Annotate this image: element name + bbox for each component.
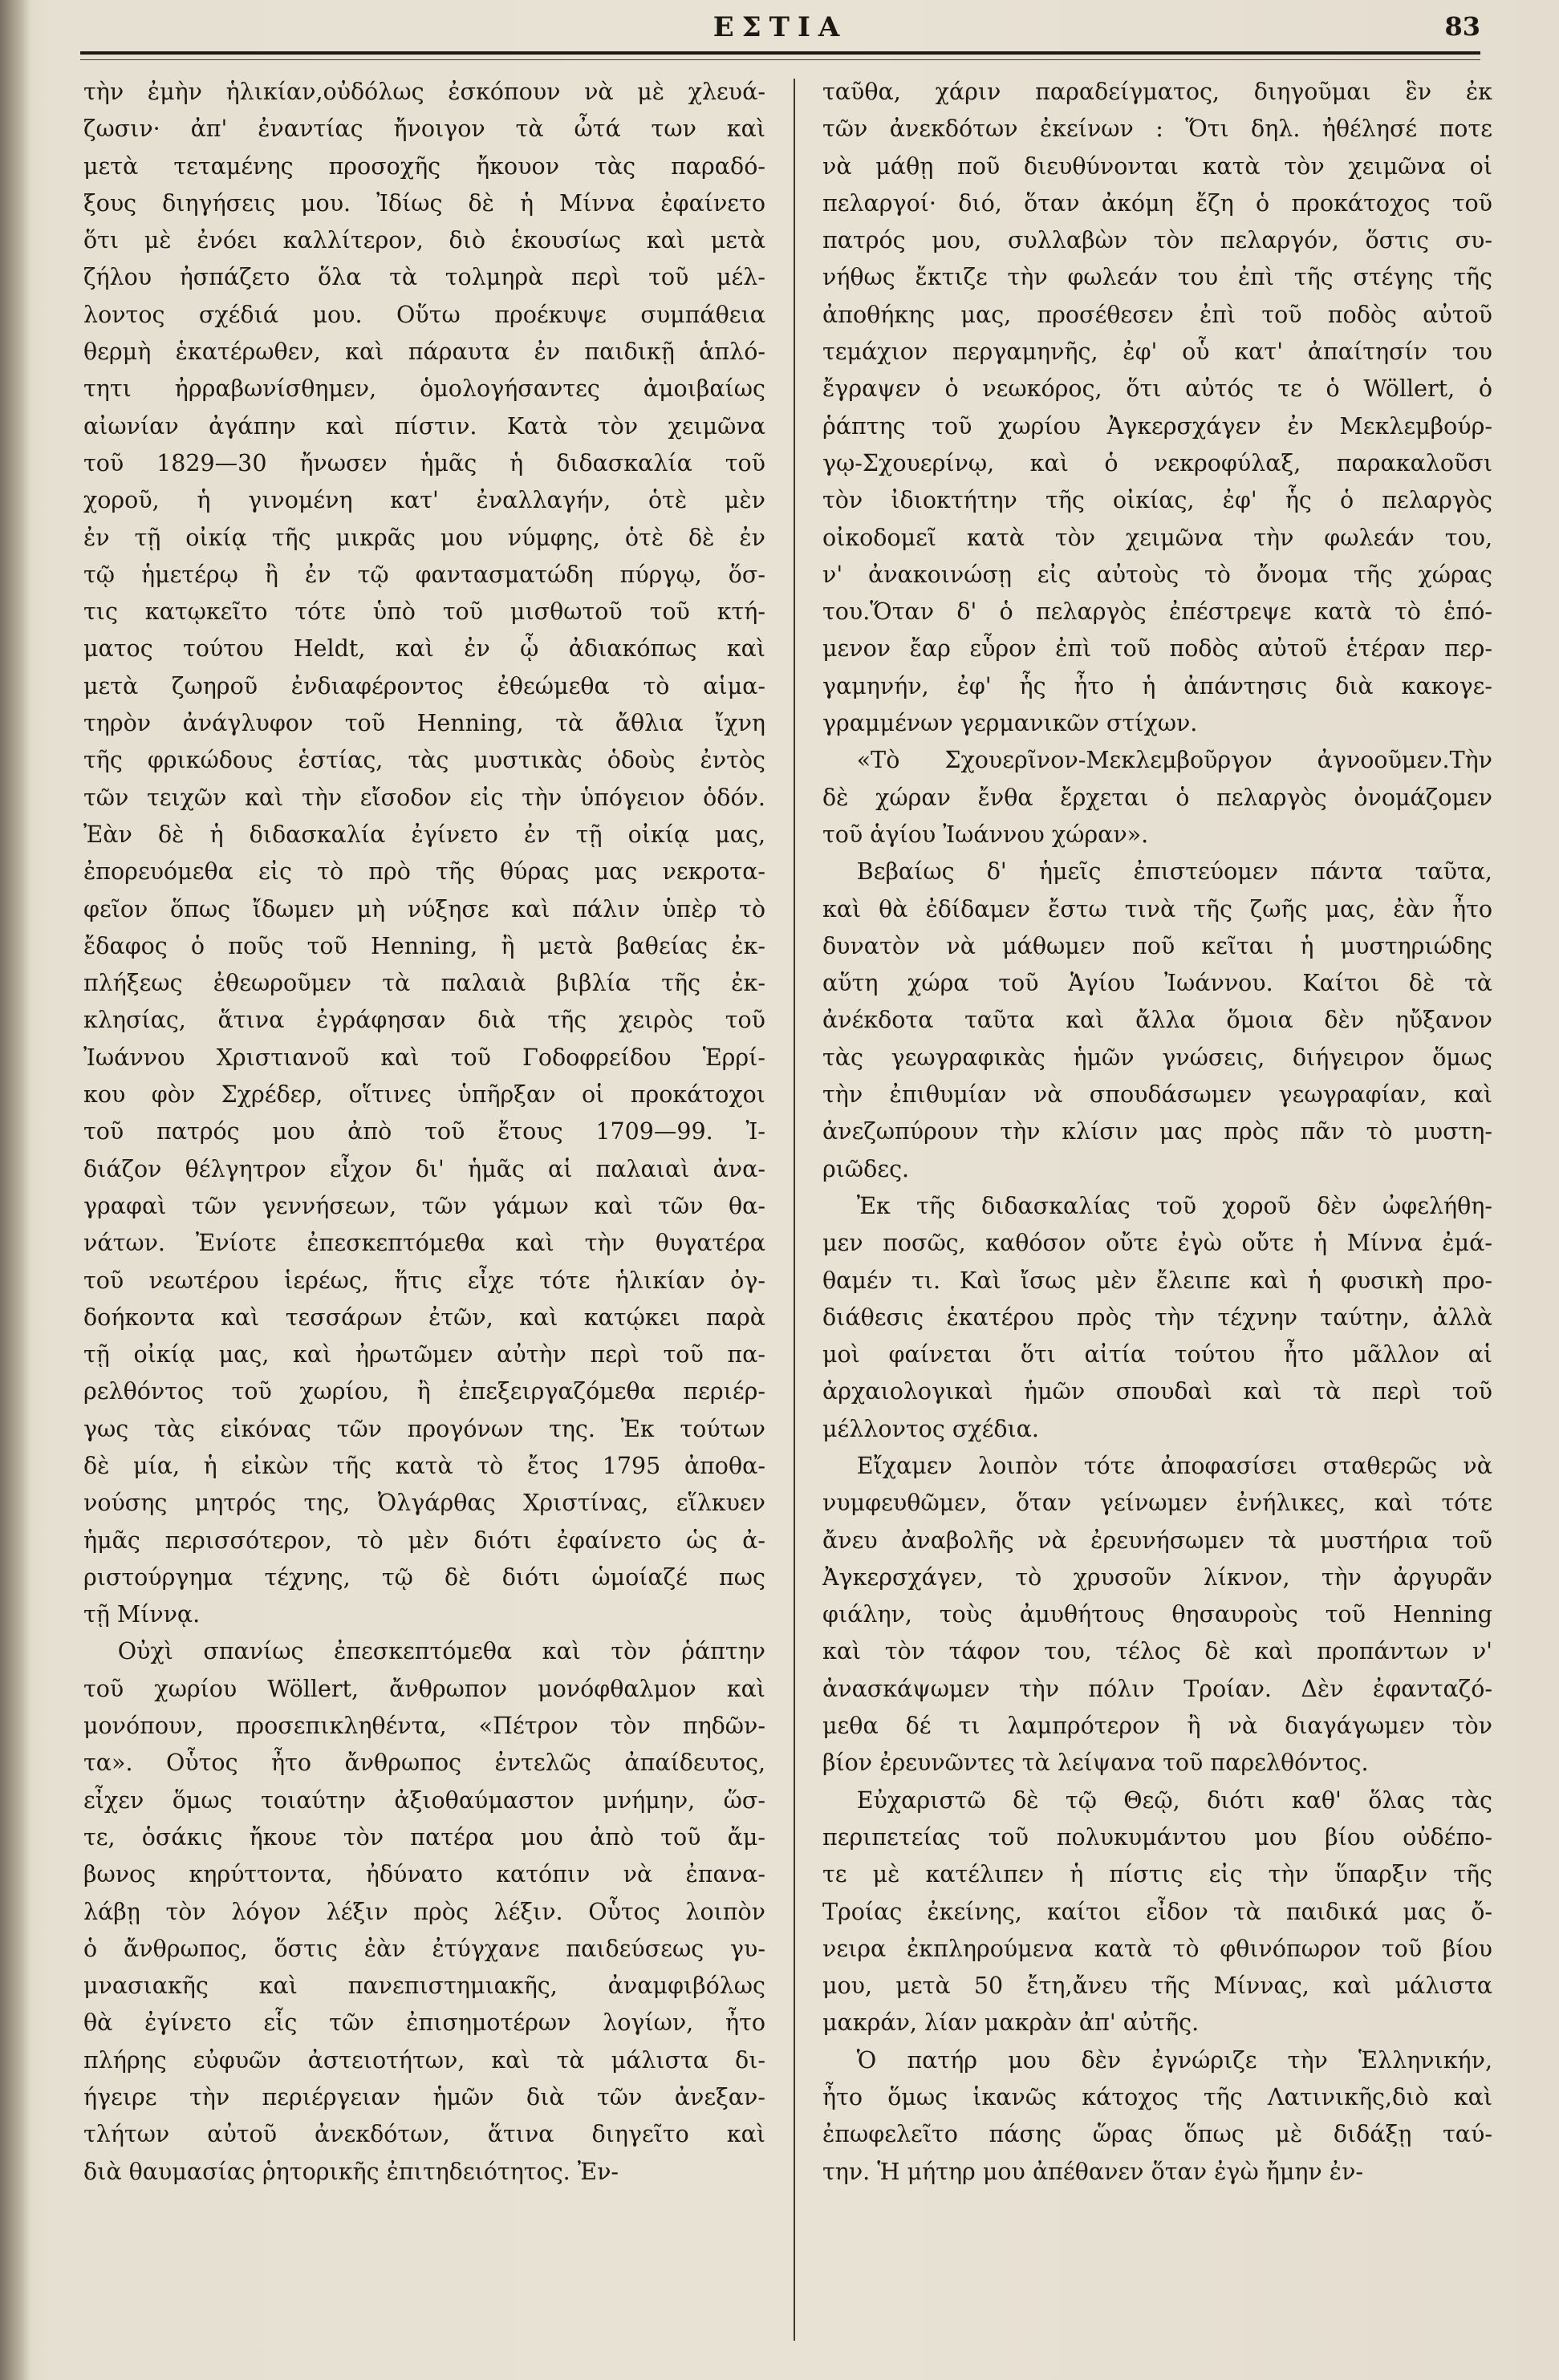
text-line: γως τὰς εἰκόνας τῶν προγόνων της. Ἐκ τούτων (83, 1415, 765, 1442)
text-line: ἦτο ὅμως ἱκανῶς κάτοχος τῆς Λατινικῆς,διὸ καὶ (822, 2084, 1492, 2111)
text-line: τοῦ 1829—30 ἤνωσεν ἡμᾶς ἡ διδασκαλία τοῦ (83, 449, 765, 476)
text-line: τὴν ἐπιθυμίαν νὰ σπουδάσωμεν γεωγραφίαν, καὶ (822, 1081, 1492, 1109)
text-line: εἶχεν ὅμως τοιαύτην ἀξιοθαύμαστον μνήμην, ὥσ- (83, 1786, 765, 1814)
text-line: τὸν ἰδιοκτήτην τῆς οἰκίας, ἐφ' ἧς ὁ πελαργὸς (822, 487, 1492, 514)
text-line: τῷ ἡμετέρῳ ἢ ἐν τῷ φαντασματώδη πύργῳ, ὅσ- (83, 561, 765, 588)
text-line: νειρα ἐκπληρούμενα κατὰ τὸ φθινόπωρον τοῦ βίου (822, 1935, 1492, 1962)
text-line: κου φὸν Σχρέδερ, οἵτινες ὑπῆρξαν οἱ προκάτοχοι (83, 1081, 765, 1109)
left-column (83, 74, 765, 2191)
text-line: νάτων. Ἐνίοτε ἐπεσκεπτόμεθα καὶ τὴν θυγατέρα (83, 1230, 765, 1257)
text-line: λάβῃ τὸν λόγον λέξιν πρὸς λέξιν. Οὗτος λοιπὸν (83, 1898, 765, 1925)
text-line: ν' ἀνακοινώσῃ εἰς αὐτοὺς τὸ ὄνομα τῆς χώρας (822, 561, 1492, 588)
text-line: δυνατὸν νὰ μάθωμεν ποῦ κεῖται ἡ μυστηριώδης (822, 932, 1492, 959)
text-line: διάθεσις ἑκατέρου πρὸς τὴν τέχνην ταύτην, ἀλλὰ (822, 1304, 1492, 1331)
text-line: νυμφευθῶμεν, ὅταν γείνωμεν ἐνήλικες, καὶ τότε (822, 1490, 1492, 1517)
column-divider (794, 79, 795, 2341)
text-line: περιπετείας τοῦ πολυκυμάντου μου βίου οὐδέπο- (822, 1823, 1492, 1851)
text-line: ρελθόντος τοῦ χωρίου, ἢ ἐπεξειργαζόμεθα περιέρ- (83, 1378, 765, 1405)
text-line: μενον ἔαρ εὗρον ἐπὶ τοῦ ποδὸς αὐτοῦ ἑτέραν περ- (822, 635, 1492, 663)
text-line: τλήτων αὐτοῦ ἀνεκδότων, ἅτινα διηγεῖτο καὶ (83, 2121, 765, 2148)
text-line: Ἰωάννου Χριστιανοῦ καὶ τοῦ Γοδοφρείδου Ἑρρί- (83, 1044, 765, 1071)
text-line: μοὶ φαίνεται ὅτι αἰτία τούτου ἦτο μᾶλλον αἱ (822, 1341, 1492, 1368)
text-line: μετὰ ζωηροῦ ἐνδιαφέροντος ἐθεώμεθα τὸ αἱμα- (83, 672, 765, 699)
text-line: θὰ ἐγίνετο εἷς τῶν ἐπισημοτέρων λογίων, ἦτο (83, 2009, 765, 2037)
text-line: ταῦθα, χάριν παραδείγματος, διηγοῦμαι ἓν ἐκ (822, 79, 1492, 105)
text-line: ἡμᾶς περισσότερον, τὸ μὲν διότι ἐφαίνετο ὡς ἀ- (83, 1527, 765, 1554)
text-line: λοντος σχέδιά μου. Οὕτω προέκυψε συμπάθεια (83, 301, 765, 328)
text-line: φιάλην, τοὺς ἀμυθήτους θησαυροὺς τοῦ Henning (822, 1601, 1492, 1628)
text-line: τῶν τειχῶν καὶ τὴν εἴσοδον εἰς τὴν ὑπόγειον ὁδόν. (83, 784, 765, 811)
text-line: ζωσιν· ἀπ' ἐναντίας ἤνοιγον τὰ ὦτά των καὶ (83, 116, 765, 143)
text-line: καὶ θὰ ἐδίδαμεν ἔστω τινὰ τῆς ζωῆς μας, ἐὰν ἦτο (822, 895, 1492, 922)
text-line: την. Ἡ μήτηρ μου ἀπέθανεν ὅταν ἐγὼ ἤμην ἐν- (822, 2158, 1364, 2185)
text-line: ἀποθήκης μας, προσέθεσεν ἐπὶ τοῦ ποδὸς αὐτοῦ (822, 301, 1492, 328)
text-line: μεθα δέ τι λαμπρότερον ἢ νὰ διαγάγωμεν τὸν (822, 1713, 1492, 1740)
text-line: πλήρης εὐφυῶν ἀστειοτήτων, καὶ τὰ μάλιστα δι- (83, 2046, 765, 2074)
text-line: τοῦ ἁγίου Ἰωάννου χώραν». (822, 821, 1149, 848)
text-line: πλήξεως ἐθεωροῦμεν τὰ παλαιὰ βιβλία τῆς ἐκ- (83, 970, 765, 997)
text-line: τὰς γεωγραφικὰς ἡμῶν γνώσεις, διήγειρον ὅμως (822, 1044, 1492, 1071)
text-line: καὶ τὸν τάφον του, τέλος δὲ καὶ προπάντων ν' (822, 1638, 1492, 1665)
text-line: ἐπορευόμεθα εἰς τὸ πρὸ τῆς θύρας μας νεκροτα- (83, 858, 765, 886)
text-line: ἄνευ ἀναβολῆς νὰ ἐρευνήσωμεν τὰ μυστήρια τοῦ (822, 1527, 1492, 1554)
text-line: Τροίας ἐκείνης, καίτοι εἶδον τὰ παιδικά μας ὄ- (822, 1898, 1492, 1925)
text-line: Εἴχαμεν λοιπὸν τότε ἀποφασίσει σταθερῶς νὰ (856, 1452, 1492, 1479)
text-line: ριῶδες. (822, 1155, 910, 1182)
text-line: δὲ χώραν ἔνθα ἔρχεται ὁ πελαργὸς ὀνομάζομεν (822, 784, 1492, 811)
text-line: αὕτη χώρα τοῦ Ἁγίου Ἰωάννου. Καίτοι δὲ τὰ (822, 970, 1492, 997)
text-line: τῇ Μίννᾳ. (83, 1601, 201, 1628)
text-line: του.Ὅταν δ' ὁ πελαργὸς ἐπέστρεψε κατὰ τὸ ἑπό- (822, 598, 1492, 626)
text-line: γραφαὶ τῶν γεννήσεων, τῶν γάμων καὶ τῶν θα- (83, 1192, 765, 1219)
text-line: φεῖον ὅπως ἴδωμεν μὴ νύξησε καὶ πάλιν ὑπὲρ τὸ (83, 895, 765, 922)
text-line: δὲ μία, ἡ εἰκὼν τῆς κατὰ τὸ ἔτος 1795 ἀποθα- (83, 1452, 765, 1479)
text-line: τις κατῳκεῖτο τότε ὑπὸ τοῦ μισθωτοῦ τοῦ κτή- (83, 598, 765, 626)
text-line: μονόπουν, προσεπικληθέντα, «Πέτρον τὸν πηδῶν- (83, 1713, 765, 1740)
text-line: ὁ ἄνθρωπος, ὅστις ἐὰν ἐτύγχανε παιδεύσεως γυ- (83, 1935, 765, 1962)
text-line: τῆς φρικώδους ἑστίας, τὰς μυστικὰς ὁδοὺς ἐντὸς (83, 747, 765, 774)
text-line: τηρὸν ἀνάγλυφον τοῦ Henning, τὰ ἄθλια ἴχνη (83, 710, 765, 737)
text-line: Ἀγκερσχάγεν, τὸ χρυσοῦν λίκνον, τὴν ἀργυρᾶν (822, 1563, 1492, 1591)
text-line: νήθως ἔκτιζε τὴν φωλεάν του ἐπὶ τῆς στέγης τῆς (822, 264, 1492, 291)
text-line: μνασιακῆς καὶ πανεπιστημιακῆς, ἀναμφιβόλως (83, 1973, 765, 2000)
text-line: Ἐκ τῆς διδασκαλίας τοῦ χοροῦ δὲν ὠφελήθη- (856, 1192, 1492, 1219)
text-line: δοήκοντα καὶ τεσσάρων ἐτῶν, καὶ κατῴκει παρὰ (83, 1304, 765, 1331)
text-line: γαμηνήν, ἐφ' ἧς ἦτο ἡ ἀπάντησις διὰ κακογε- (822, 672, 1492, 699)
text-line: οἰκοδομεῖ κατὰ τὸν χειμῶνα τὴν φωλεάν του, (822, 524, 1492, 551)
text-line: ζήλου ἠσπάζετο ὅλα τὰ τολμηρὰ περὶ τοῦ μέλ- (83, 264, 765, 291)
text-line: βωνος κηρύττοντα, ἠδύνατο κατόπιν νὰ ἐπανα- (83, 1861, 765, 1888)
text-line: διὰ θαυμασίας ῥητορικῆς ἐπιτηδειότητος. Ἐν- (83, 2158, 619, 2185)
text-line: αἰωνίαν ἀγάπην καὶ πίστιν. Κατὰ τὸν χειμῶνα (83, 412, 765, 440)
text-line: μετὰ τεταμένης προσοχῆς ἤκουον τὰς παραδό- (83, 152, 765, 180)
binding-shadow (0, 0, 30, 2380)
text-line: βίον ἐρευνῶντες τὰ λείψανα τοῦ παρελθόντος. (822, 1750, 1369, 1777)
text-line: πατρός μου, συλλαβὼν τὸν πελαργόν, ὅστις συ- (822, 227, 1492, 254)
text-line: νὰ μάθῃ ποῦ διευθύνονται κατὰ τὸν χειμῶνα οἱ (822, 152, 1492, 180)
text-line: ριστούργημα τέχνης, τῷ δὲ διότι ὡμοίαζέ πως (83, 1563, 765, 1591)
text-line: ἐν τῇ οἰκίᾳ τῆς μικρᾶς μου νύμφης, ὁτὲ δὲ ἐν (83, 524, 765, 551)
text-line: διάζον θέλγητρον εἶχον δι' ἡμᾶς αἱ παλαιαὶ ἀνα- (83, 1155, 765, 1182)
text-line: τοῦ πατρός μου ἀπὸ τοῦ ἔτους 1709—99. Ἰ- (83, 1118, 765, 1145)
text-line: τῇ οἰκίᾳ μας, καὶ ἠρωτῶμεν αὐτὴν περὶ τοῦ πα- (83, 1341, 765, 1368)
text-line: χοροῦ, ἡ γινομένη κατ' ἐναλλαγήν, ὁτὲ μὲν (83, 487, 765, 514)
text-line: ὅτι μὲ ἐνόει καλλίτερον, διὸ ἑκουσίως καὶ μετὰ (83, 227, 765, 254)
text-line: ήγειρε τὴν περιέργειαν ἡμῶν διὰ τῶν ἀνεξαν- (83, 2084, 765, 2111)
header-rule-thin (80, 59, 1480, 60)
text-line: μακράν, λίαν μακρὰν ἀπ' αὐτῆς. (822, 2009, 1200, 2037)
header-rule (80, 51, 1480, 55)
text-line: κλησίας, ἅτινα ἐγράφησαν διὰ τῆς χειρὸς τοῦ (83, 1007, 765, 1034)
text-line: Βεβαίως δ' ἡμεῖς ἐπιστεύομεν πάντα ταῦτα, (856, 858, 1492, 886)
text-line: Οὐχὶ σπανίως ἐπεσκεπτόμεθα καὶ τὸν ῥάπτην (117, 1638, 765, 1665)
text-line: Ἐὰν δὲ ἡ διδασκαλία ἐγίνετο ἐν τῇ οἰκίᾳ μας, (83, 821, 765, 848)
right-column (822, 74, 1492, 2191)
text-line: ματος τούτου Heldt, καὶ ἐν ᾧ ἀδιακόπως καὶ (83, 635, 765, 663)
text-line: τητι ἠρραβωνίσθημεν, ὁμολογήσαντες ἀμοιβαίως (83, 375, 765, 403)
text-line: ἔδαφος ὁ ποῦς τοῦ Henning, ἢ μετὰ βαθείας ἐκ- (83, 932, 765, 959)
text-line: τεμάχιον περγαμηνῆς, ἐφ' οὗ κατ' ἀπαίτησίν του (822, 339, 1492, 366)
text-line: πελαργοί· διό, ὅταν ἀκόμη ἔζη ὁ προκάτοχος τοῦ (822, 189, 1492, 217)
running-title: ΕΣΤΙΑ (713, 11, 848, 43)
text-line: ἀνέκδοτα ταῦτα καὶ ἄλλα ὅμοια δὲν ηὔξανον (822, 1007, 1492, 1034)
text-line: ἐπωφελεῖτο πάσης ὥρας ὅπως μὲ διδάξῃ ταύ- (822, 2121, 1492, 2148)
text-line: θερμὴ ἑκατέρωθεν, καὶ πάραυτα ἐν παιδικῇ ἁπλό- (83, 339, 765, 366)
text-line: ἀνασκάψωμεν τὴν πόλιν Τροίαν. Δὲν ἐφανταζό- (822, 1675, 1492, 1702)
text-line: τα». Οὗτος ἦτο ἄνθρωπος ἐντελῶς ἀπαίδευτος, (83, 1750, 765, 1777)
text-line: Ὁ πατήρ μου δὲν ἐγνώριζε τὴν Ἑλληνικήν, (856, 2046, 1492, 2074)
text-line: ἀρχαιολογικαὶ ἡμῶν σπουδαὶ καὶ τὰ περὶ τοῦ (822, 1378, 1492, 1405)
text-line: νούσης μητρός της, Ὀλγάρθας Χριστίνας, εἵλκυεν (83, 1490, 765, 1517)
text-line: γῳ-Σχουερίνῳ, καὶ ὁ νεκροφύλαξ, παρακαλοῦσι (822, 449, 1492, 476)
text-line: Εὐχαριστῶ δὲ τῷ Θεῷ, διότι καθ' ὅλας τὰς (856, 1786, 1492, 1814)
page-number: 83 (1444, 11, 1480, 42)
text-line: ξους διηγήσεις μου. Ἰδίως δὲ ἡ Μίννα ἐφαίνετο (83, 189, 765, 217)
text-line: γραμμένων γερμανικῶν στίχων. (822, 710, 1198, 737)
text-line: τὴν ἐμὴν ἡλικίαν,οὐδόλως ἐσκόπουν νὰ μὲ χλευά- (83, 79, 765, 105)
text-line: ῥάπτης τοῦ χωρίου Ἀγκερσχάγεν ἐν Μεκλεμβούρ- (822, 412, 1492, 440)
text-line: θαμέν τι. Καὶ ἴσως μὲν ἔλειπε καὶ ἡ φυσικὴ προ- (822, 1267, 1492, 1294)
text-line: τε, ὁσάκις ἤκουε τὸν πατέρα μου ἀπὸ τοῦ ἄμ- (83, 1823, 765, 1851)
text-line: μέλλοντος σχέδια. (822, 1415, 1039, 1442)
text-line: τῶν ἀνεκδότων ἐκείνων : Ὅτι δηλ. ἠθέλησέ ποτε (822, 116, 1492, 143)
text-line: τοῦ νεωτέρου ἱερέως, ἥτις εἶχε τότε ἡλικίαν ὀγ- (83, 1267, 765, 1294)
text-line: τοῦ χωρίου Wöllert, ἄνθρωπον μονόφθαλμον καὶ (83, 1675, 765, 1702)
text-line: μου, μετὰ 50 ἔτη,ἄνευ τῆς Μίννας, καὶ μάλιστα (822, 1973, 1492, 2000)
text-line: ἔγραψεν ὁ νεωκόρος, ὅτι αὐτός τε ὁ Wöllert, ὁ (822, 375, 1492, 403)
text-line: «Τὸ Σχουερῖνον-Μεκλεμβοῦργον ἀγνοοῦμεν.Τὴν (856, 747, 1492, 774)
text-line: ἀνεζωπύρουν τὴν κλίσιν μας πρὸς πᾶν τὸ μυστη- (822, 1118, 1492, 1145)
text-line: μεν ποσῶς, καθόσον οὔτε ἐγὼ οὔτε ἡ Μίννα ἐμά- (822, 1230, 1492, 1257)
text-line: τε μὲ κατέλιπεν ἡ πίστις εἰς τὴν ὕπαρξιν τῆς (822, 1861, 1492, 1888)
